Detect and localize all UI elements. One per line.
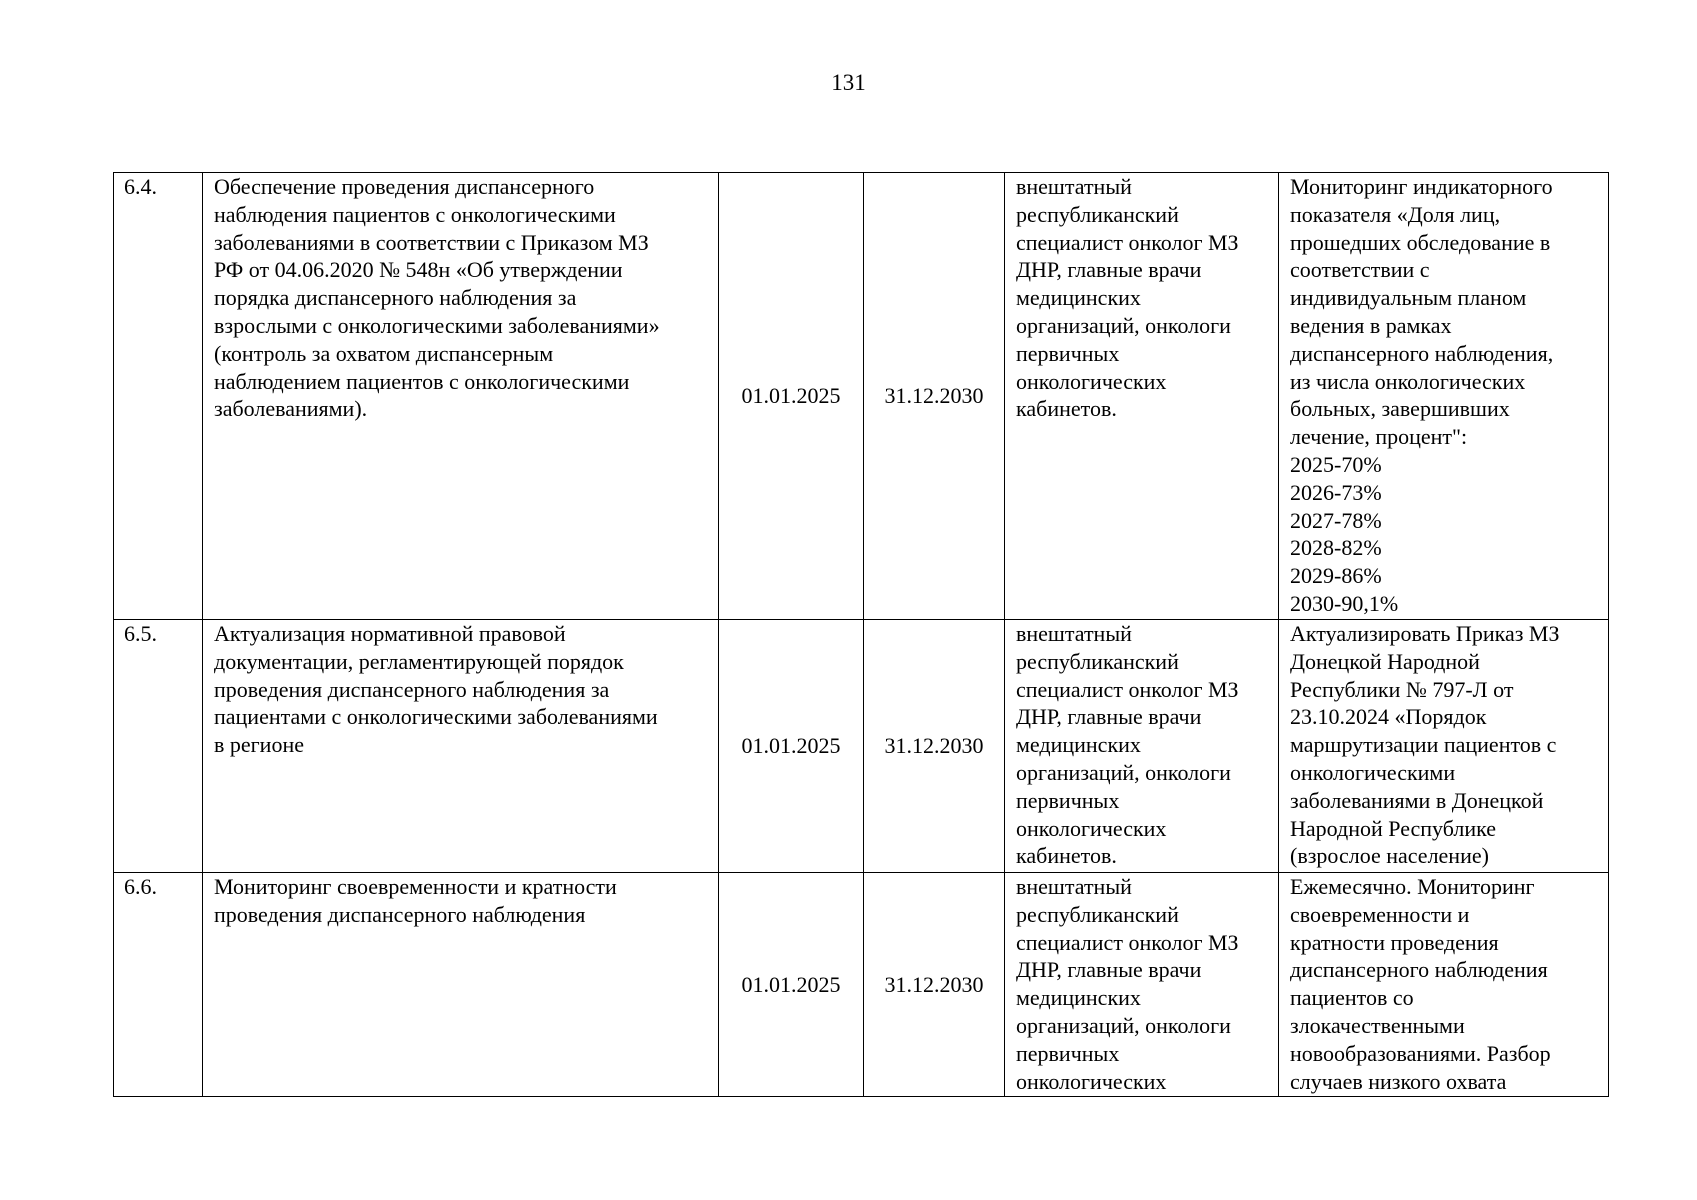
activity-table [113, 172, 1609, 1097]
text-line: Донецкой Народной [1290, 648, 1480, 674]
text-line: специалист онколог МЗ [1016, 929, 1239, 955]
text-line: новообразованиями. Разбор [1290, 1040, 1551, 1066]
text-line: прошедших обследование в [1290, 229, 1551, 255]
responsible-lines [1016, 873, 1270, 1096]
row-number: 6.4. [114, 173, 203, 620]
text-line: в регионе [214, 732, 304, 758]
text-line: (контроль за охватом диспансерным [214, 340, 554, 366]
text-line: диспансерного наблюдения, [1290, 340, 1554, 366]
end-date: 31.12.2030 [864, 620, 1005, 873]
responsible-lines [1016, 620, 1270, 870]
text-line: кабинетов. [1016, 396, 1117, 422]
result-lines [1290, 873, 1600, 1096]
text-line: онкологических [1016, 815, 1167, 841]
text-line: онкологическими [1290, 759, 1456, 785]
text-line: Мониторинг своевременности и кратности [214, 874, 617, 899]
text-line: 23.10.2024 «Порядок [1290, 704, 1487, 730]
text-line: первичных [1016, 340, 1120, 366]
text-line: медицинских [1016, 985, 1141, 1011]
activity-description [203, 620, 719, 873]
text-line: Народной Республике [1290, 815, 1497, 841]
text-line: случаев низкого охвата [1290, 1068, 1507, 1094]
text-line: лечение, процент": [1290, 424, 1468, 450]
text-line: своевременности и [1290, 901, 1470, 927]
text-line: пациентов со [1290, 985, 1414, 1011]
activity-description [203, 173, 719, 620]
text-line: кратности проведения [1290, 929, 1499, 955]
text-line: заболеваниями в Донецкой [1290, 787, 1544, 813]
text-line: заболеваниями). [214, 396, 368, 422]
description-lines [214, 873, 710, 1096]
text-line: показателя «Доля лиц, [1290, 201, 1501, 227]
description-lines [214, 620, 710, 759]
result-lines [1290, 620, 1600, 870]
text-line: медицинских [1016, 285, 1141, 311]
text-line: 2029-86% [1290, 563, 1382, 589]
row-number: 6.5. [114, 620, 203, 873]
text-line: диспансерного наблюдения [1290, 957, 1548, 983]
text-line: первичных [1016, 1040, 1120, 1066]
text-line: соответствии с [1290, 257, 1430, 283]
text-line: организаций, онкологи [1016, 1012, 1231, 1038]
text-line: внештатный [1016, 174, 1132, 199]
text-line: ДНР, главные врачи [1016, 704, 1202, 730]
text-line: наблюдением пациентов с онкологическими [214, 368, 630, 394]
text-line: заболеваниями в соответствии с Приказом МЗ [214, 229, 649, 255]
text-line: маршрутизации пациентов с [1290, 732, 1557, 758]
start-date: 01.01.2025 [719, 173, 864, 620]
text-line: наблюдения пациентов с онкологическими [214, 201, 616, 227]
text-line: Актуализировать Приказ МЗ [1290, 621, 1560, 646]
text-line: онкологических [1016, 1068, 1167, 1094]
expected-result [1279, 873, 1609, 1097]
text-line: онкологических [1016, 368, 1167, 394]
text-line: ДНР, главные врачи [1016, 957, 1202, 983]
text-line: ведения в рамках [1290, 312, 1452, 338]
text-line: ДНР, главные врачи [1016, 257, 1202, 283]
table-row [114, 873, 1609, 1097]
text-line: 2026-73% [1290, 479, 1382, 505]
text-line: Обеспечение проведения диспансерного [214, 174, 595, 199]
text-line: первичных [1016, 787, 1120, 813]
text-line: кабинетов. [1016, 843, 1117, 869]
text-line: 2025-70% [1290, 451, 1382, 477]
responsible-persons [1005, 173, 1279, 620]
text-line: Актуализация нормативной правовой [214, 621, 566, 646]
text-line: внештатный [1016, 874, 1132, 899]
text-line: Мониторинг индикаторного [1290, 174, 1553, 199]
text-line: республиканский [1016, 648, 1179, 674]
text-line: республиканский [1016, 901, 1179, 927]
start-date: 01.01.2025 [719, 620, 864, 873]
text-line: РФ от 04.06.2020 № 548н «Об утверждении [214, 257, 623, 283]
text-line: специалист онколог МЗ [1016, 676, 1239, 702]
expected-result [1279, 620, 1609, 873]
expected-result [1279, 173, 1609, 620]
text-line: проведения диспансерного наблюдения [214, 901, 586, 927]
row-number: 6.6. [114, 873, 203, 1097]
result-lines [1290, 173, 1600, 618]
text-line: порядка диспансерного наблюдения за [214, 285, 577, 311]
responsible-persons [1005, 873, 1279, 1097]
end-date: 31.12.2030 [864, 173, 1005, 620]
text-line: документации, регламентирующей порядок [214, 648, 624, 674]
text-line: 2030-90,1% [1290, 590, 1399, 616]
text-line: (взрослое население) [1290, 843, 1489, 869]
text-line: республиканский [1016, 201, 1179, 227]
text-line: индивидуальным планом [1290, 285, 1527, 311]
text-line: из числа онкологических [1290, 368, 1526, 394]
text-line: организаций, онкологи [1016, 312, 1231, 338]
responsible-lines [1016, 173, 1270, 423]
end-date: 31.12.2030 [864, 873, 1005, 1097]
table-row [114, 620, 1609, 873]
text-line: специалист онколог МЗ [1016, 229, 1239, 255]
text-line: медицинских [1016, 732, 1141, 758]
text-line: 2028-82% [1290, 535, 1382, 561]
text-line: 2027-78% [1290, 507, 1382, 533]
text-line: больных, завершивших [1290, 396, 1510, 422]
text-line: проведения диспансерного наблюдения за [214, 676, 610, 702]
text-line: Ежемесячно. Мониторинг [1290, 874, 1535, 899]
text-line: взрослыми с онкологическими заболеваниями» [214, 312, 660, 338]
text-line: пациентами с онкологическими заболеваниями [214, 704, 658, 730]
activity-description [203, 873, 719, 1097]
text-line: злокачественными [1290, 1012, 1465, 1038]
responsible-persons [1005, 620, 1279, 873]
description-lines [214, 173, 710, 423]
text-line: Республики № 797-Л от [1290, 676, 1514, 702]
start-date: 01.01.2025 [719, 873, 864, 1097]
table-row [114, 173, 1609, 620]
page-number: 131 [831, 70, 866, 95]
text-line: внештатный [1016, 621, 1132, 646]
text-line: организаций, онкологи [1016, 759, 1231, 785]
